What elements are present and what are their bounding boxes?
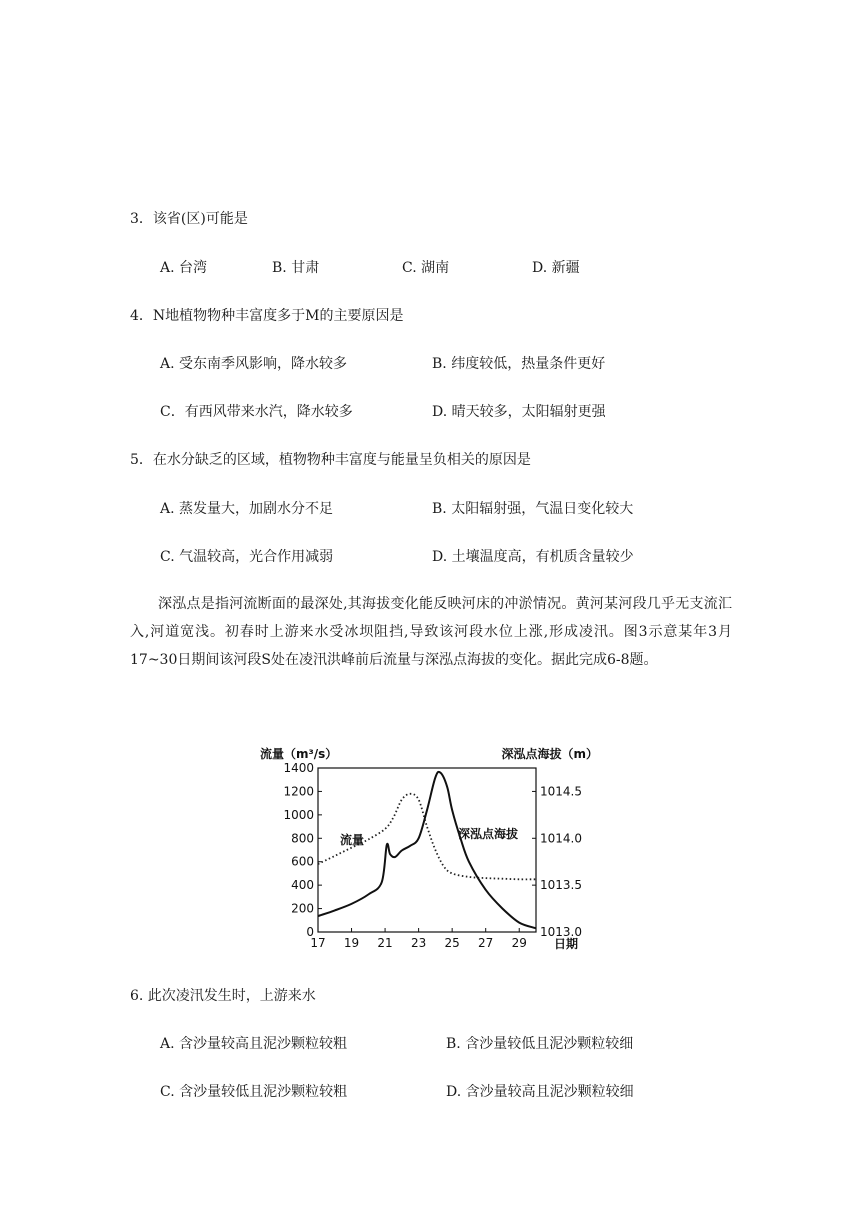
q5-option-d: D. 土壤温度高，有机质含量较少 bbox=[432, 549, 634, 565]
q3-option-d: D. 新疆 bbox=[532, 260, 580, 276]
q6-option-b: B. 含沙量较低且泥沙颗粒较细 bbox=[446, 1036, 634, 1052]
question-3-stem: 3．该省(区)可能是 bbox=[130, 211, 248, 227]
right-axis-ticks bbox=[532, 784, 582, 939]
q5-option-b: B. 太阳辐射强，气温日变化较大 bbox=[432, 501, 634, 517]
left-axis-title: 流量（m³/s） bbox=[260, 747, 338, 761]
x-tick-label: 27 bbox=[478, 936, 494, 950]
series-elevation-line bbox=[318, 772, 536, 928]
series-flow-label: 流量 bbox=[340, 833, 365, 847]
x-axis-ticks bbox=[310, 928, 527, 950]
q3-option-a: A. 台湾 bbox=[160, 260, 208, 276]
q4-option-a: A. 受东南季风影响，降水较多 bbox=[160, 356, 348, 372]
question-4-stem: 4．N地植物物种丰富度多于M的主要原因是 bbox=[130, 308, 404, 324]
flow-elevation-chart bbox=[258, 740, 602, 956]
x-tick-label: 25 bbox=[444, 936, 460, 950]
left-tick-label: 800 bbox=[291, 831, 314, 846]
question-6-stem: 6. 此次凌汛发生时，上游来水 bbox=[130, 988, 316, 1004]
right-axis-title: 深泓点海拔（m） bbox=[501, 747, 598, 761]
x-tick-label: 17 bbox=[310, 936, 326, 950]
chart-frame bbox=[318, 768, 536, 932]
q6-option-d: D. 含沙量较高且泥沙颗粒较细 bbox=[446, 1084, 634, 1100]
x-tick-label: 19 bbox=[343, 936, 360, 950]
q4-option-c: C．有西风带来水汽，降水较多 bbox=[160, 404, 353, 420]
left-tick-label: 200 bbox=[291, 901, 314, 916]
left-tick-label: 1000 bbox=[283, 807, 314, 822]
left-tick-label: 600 bbox=[291, 854, 314, 869]
left-axis-ticks bbox=[283, 761, 322, 939]
q3-option-b: B. 甘肃 bbox=[272, 260, 320, 276]
series-elevation-label: 深泓点海拔 bbox=[458, 827, 519, 841]
right-tick-label: 1013.5 bbox=[540, 878, 582, 893]
plot-border bbox=[318, 768, 536, 932]
question-5-stem: 5．在水分缺乏的区域，植物物种丰富度与能量呈负相关的原因是 bbox=[130, 452, 531, 468]
q5-option-c: C. 气温较高，光合作用减弱 bbox=[160, 549, 334, 565]
right-tick-label: 1014.0 bbox=[540, 831, 582, 846]
q4-option-d: D. 晴天较多，太阳辐射更强 bbox=[432, 404, 606, 420]
q3-option-c: C. 湖南 bbox=[402, 260, 450, 276]
left-tick-label: 1200 bbox=[283, 784, 314, 799]
q6-option-a: A. 含沙量较高且泥沙颗粒较粗 bbox=[160, 1036, 348, 1052]
left-tick-label: 0 bbox=[306, 925, 314, 939]
left-tick-label: 1400 bbox=[283, 761, 314, 775]
left-tick-label: 400 bbox=[291, 878, 314, 893]
x-tick-label: 29 bbox=[511, 936, 527, 950]
x-tick-label: 21 bbox=[377, 936, 393, 950]
q5-option-a: A. 蒸发量大，加剧水分不足 bbox=[160, 501, 334, 517]
q6-option-c: C. 含沙量较低且泥沙颗粒较粗 bbox=[160, 1084, 348, 1100]
x-axis-title: 日期 bbox=[554, 937, 579, 951]
passage-paragraph: 深泓点是指河流断面的最深处,其海拔变化能反映河床的冲淤情况。黄河某河段几乎无支流汇入,河道宽浅。初春时上游来水受冰坝阻挡,导致该河段水位上涨,形成凌汛。图3示意某年3月17~30日期间该河段S处在凌汛洪峰前后流量与深泓点海拔的变化。据此完成6-8题。 bbox=[130, 596, 732, 668]
x-tick-label: 23 bbox=[410, 936, 427, 950]
right-tick-label: 1013.0 bbox=[540, 925, 582, 939]
right-tick-label: 1014.5 bbox=[540, 784, 582, 799]
q4-option-b: B. 纬度较低，热量条件更好 bbox=[432, 356, 606, 372]
